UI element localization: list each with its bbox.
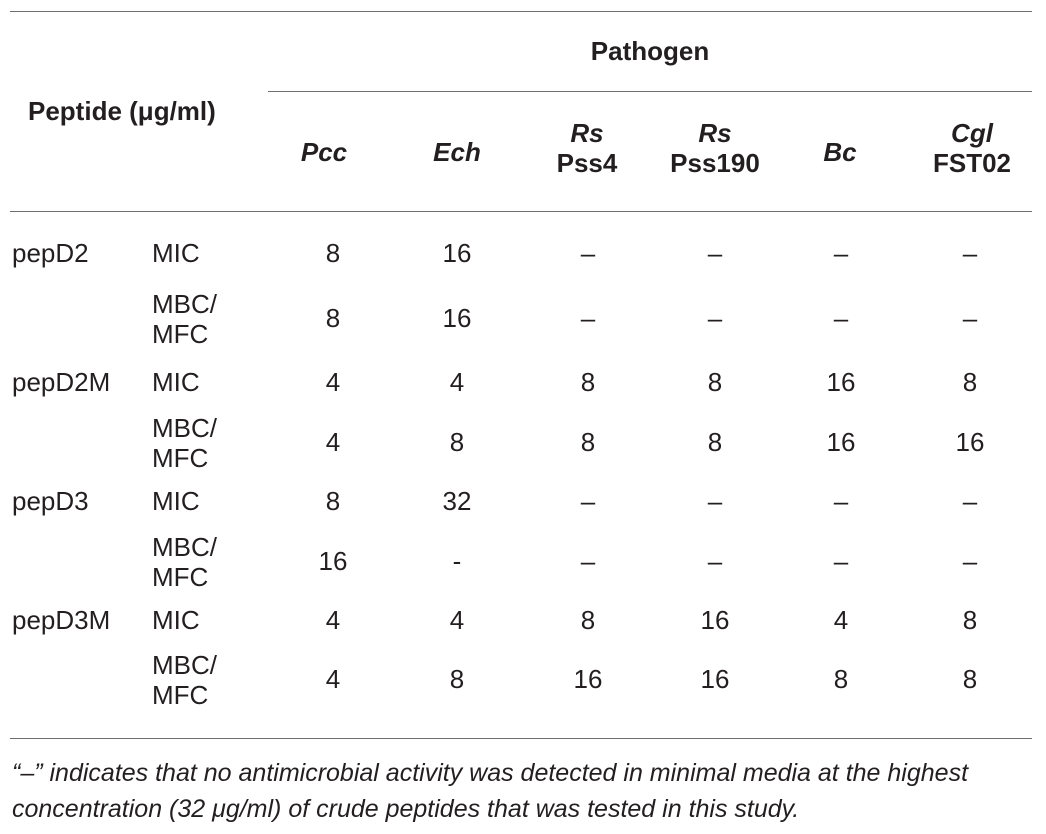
table-cell: 32 xyxy=(442,486,472,516)
col-header-rs-pss4-strain: Pss4 xyxy=(556,148,618,178)
row-peptide-name: pepD2M xyxy=(12,367,111,397)
col-header-pcc xyxy=(264,137,384,167)
row-peptide-name: pepD2 xyxy=(12,238,89,268)
pathogen-header: Pathogen xyxy=(590,36,710,66)
col-header-cgl-species: Cgl xyxy=(951,118,993,148)
col-header-rs-pss190 xyxy=(655,118,775,178)
peptide-header: Peptide (μg/ml) xyxy=(28,96,216,126)
table-cell: – xyxy=(833,486,849,516)
col-header-rs-pss4-species: Rs xyxy=(570,118,604,148)
table-cell: 4 xyxy=(325,427,341,457)
col-header-bc-label: Bc xyxy=(823,137,857,167)
table-cell: 8 xyxy=(962,664,978,694)
table-cell: – xyxy=(833,303,849,333)
table-cell: – xyxy=(580,303,596,333)
bottom-rule xyxy=(10,738,1032,739)
row-measure xyxy=(152,367,200,397)
row-measure-line1: MBC/ xyxy=(152,532,217,562)
table-cell: 4 xyxy=(325,605,341,635)
table-cell: 4 xyxy=(325,367,341,397)
table-cell: 16 xyxy=(700,664,730,694)
table-cell: 16 xyxy=(442,303,472,333)
table-cell: 8 xyxy=(449,427,465,457)
table-cell: 4 xyxy=(833,605,849,635)
row-peptide-name: pepD3M xyxy=(12,605,111,635)
col-header-pcc-label: Pcc xyxy=(300,137,348,167)
col-header-ech-label: Ech xyxy=(433,137,481,167)
table-cell: – xyxy=(833,546,849,576)
row-measure xyxy=(152,650,217,710)
table-cell: 8 xyxy=(580,427,596,457)
table-cell: – xyxy=(707,303,723,333)
table-cell: 8 xyxy=(833,664,849,694)
row-measure xyxy=(152,289,217,349)
table-cell: – xyxy=(707,486,723,516)
row-peptide-name: pepD3 xyxy=(12,486,89,516)
col-header-rs-pss190-strain: Pss190 xyxy=(670,148,760,178)
col-header-bc xyxy=(780,137,900,167)
table-cell: – xyxy=(833,238,849,268)
table-cell: 8 xyxy=(962,367,978,397)
table-cell: – xyxy=(962,546,978,576)
pathogen-rule xyxy=(268,91,1032,92)
row-measure-line2: MFC xyxy=(152,680,209,710)
table-cell: 8 xyxy=(580,367,596,397)
row-measure-line1: MIC xyxy=(152,238,200,268)
table-cell: – xyxy=(962,486,978,516)
row-measure xyxy=(152,532,217,592)
row-measure-line1: MBC/ xyxy=(152,413,217,443)
table-cell: 8 xyxy=(325,486,341,516)
col-header-ech xyxy=(397,137,517,167)
table-cell: 8 xyxy=(962,605,978,635)
table-cell: 4 xyxy=(449,605,465,635)
table-cell: 16 xyxy=(700,605,730,635)
col-header-cgl-fst02 xyxy=(912,118,1032,178)
table-cell: 16 xyxy=(442,238,472,268)
table-cell: – xyxy=(580,486,596,516)
col-header-cgl-strain: FST02 xyxy=(932,148,1012,178)
row-measure-line1: MIC xyxy=(152,605,200,635)
table-cell: 8 xyxy=(449,664,465,694)
table-cell: – xyxy=(580,238,596,268)
table-cell: 8 xyxy=(580,605,596,635)
row-measure xyxy=(152,605,200,635)
table-cell: 8 xyxy=(707,367,723,397)
row-measure-line1: MBC/ xyxy=(152,650,217,680)
header-rule xyxy=(10,211,1032,212)
col-header-rs-pss190-species: Rs xyxy=(698,118,732,148)
row-measure-line1: MIC xyxy=(152,367,200,397)
top-rule xyxy=(10,11,1032,12)
row-measure xyxy=(152,413,217,473)
row-measure-line2: MFC xyxy=(152,562,209,592)
table-cell: 16 xyxy=(826,367,856,397)
row-measure xyxy=(152,238,200,268)
row-measure-line2: MFC xyxy=(152,443,209,473)
table-cell: 16 xyxy=(318,546,348,576)
table-cell: 4 xyxy=(449,367,465,397)
table-cell: - xyxy=(452,546,462,576)
table-cell: – xyxy=(707,546,723,576)
col-header-rs-pss4 xyxy=(527,118,647,178)
table-cell: 16 xyxy=(955,427,985,457)
row-measure-line1: MBC/ xyxy=(152,289,217,319)
table-cell: – xyxy=(580,546,596,576)
table-cell: – xyxy=(962,303,978,333)
table-cell: – xyxy=(962,238,978,268)
table-cell: 16 xyxy=(826,427,856,457)
row-measure-line2: MFC xyxy=(152,319,209,349)
row-measure xyxy=(152,486,200,516)
table-cell: 8 xyxy=(325,303,341,333)
table-cell: 8 xyxy=(325,238,341,268)
table-cell: 16 xyxy=(573,664,603,694)
table-cell: – xyxy=(707,238,723,268)
table-footnote: “–” indicates that no antimicrobial activity was detected in minimal media at the highest concentration (32 μg/ml) of crude peptides that was tested in this study. xyxy=(12,759,969,823)
table-cell: 4 xyxy=(325,664,341,694)
table-cell: 8 xyxy=(707,427,723,457)
row-measure-line1: MIC xyxy=(152,486,200,516)
